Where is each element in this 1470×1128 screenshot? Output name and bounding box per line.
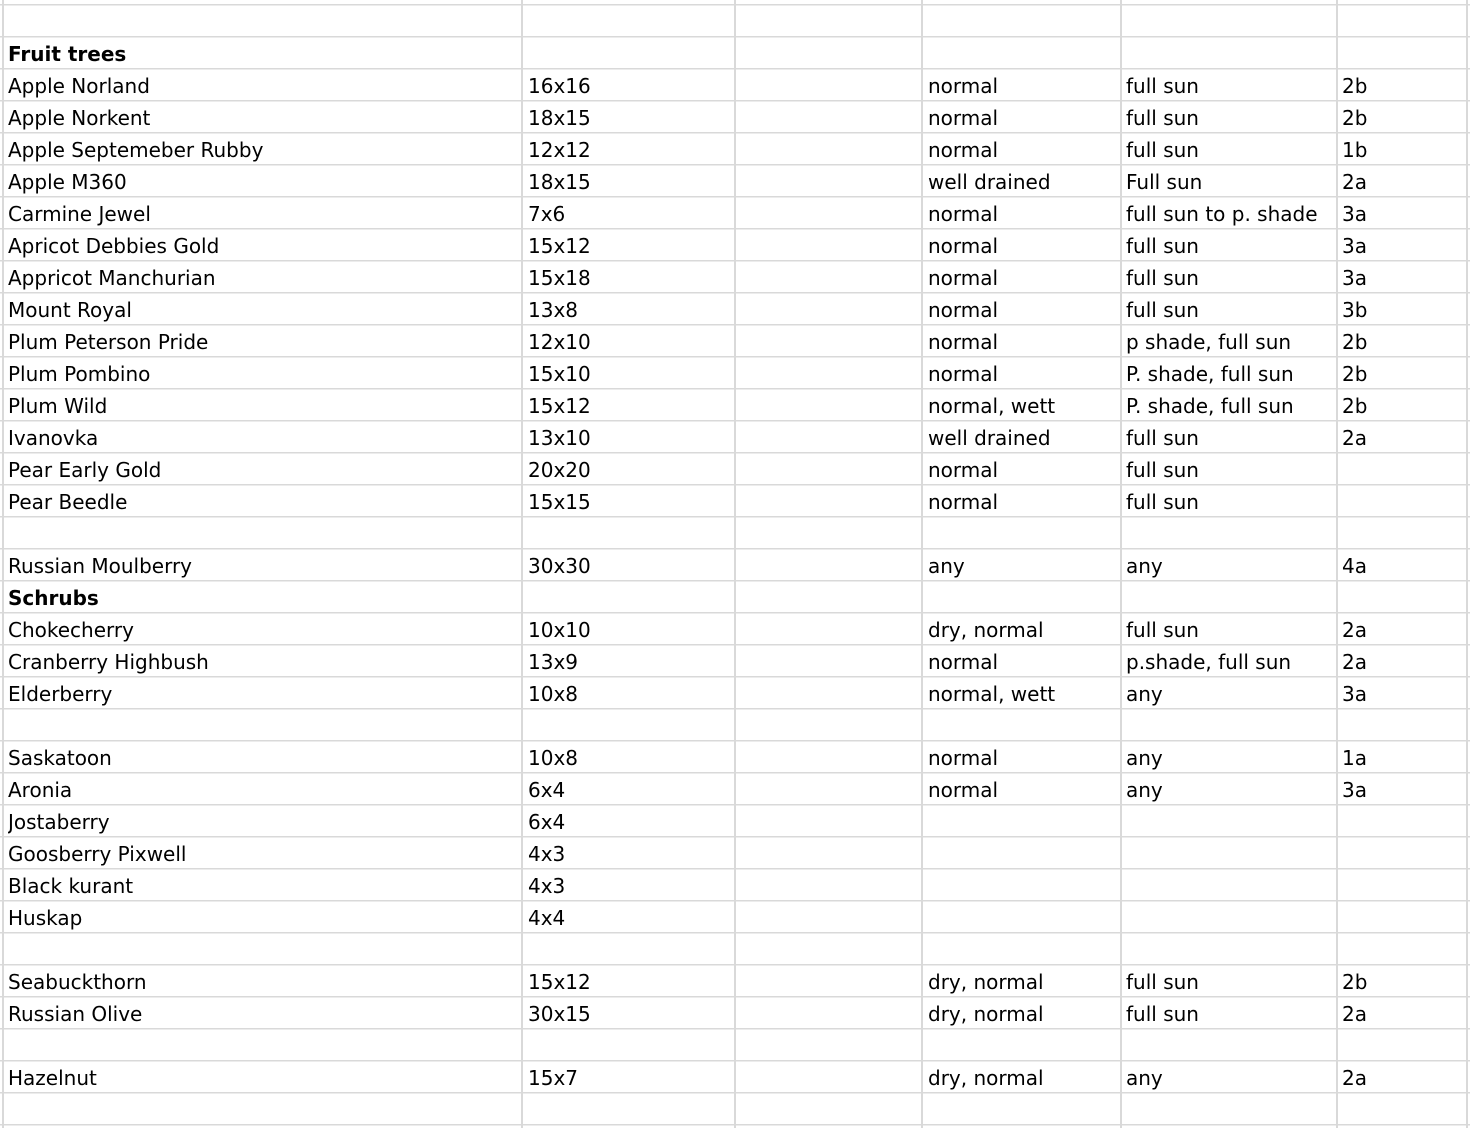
- cell-zone[interactable]: [1342, 1029, 1467, 1061]
- cell-light[interactable]: full sun to p. shade: [1126, 202, 1318, 226]
- cell-light[interactable]: [1126, 837, 1334, 869]
- cell-soil[interactable]: [928, 1029, 1118, 1061]
- cell-zone[interactable]: 2b: [1342, 362, 1368, 386]
- cell-spacing[interactable]: 6x4: [528, 778, 566, 802]
- cell-zone[interactable]: 3a: [1342, 682, 1367, 706]
- table-row: [0, 933, 1470, 965]
- table-row: [0, 901, 1470, 933]
- cell-spacing[interactable]: 30x15: [528, 1002, 591, 1026]
- cell-zone[interactable]: [1342, 933, 1467, 965]
- cell-blank[interactable]: [740, 677, 920, 709]
- table-row: [0, 997, 1470, 1029]
- cell-spacing[interactable]: 10x8: [528, 746, 579, 770]
- cell-light[interactable]: [1126, 5, 1334, 37]
- cell-soil[interactable]: [928, 837, 1118, 869]
- table-row: [0, 517, 1470, 549]
- cell-spacing[interactable]: 4x3: [528, 874, 566, 898]
- cell-zone[interactable]: [1342, 901, 1467, 933]
- cell-plant-name[interactable]: Chokecherry: [8, 618, 134, 642]
- table-row: [0, 453, 1470, 485]
- cell-blank[interactable]: [740, 997, 920, 1029]
- cell-light[interactable]: [1126, 517, 1334, 549]
- cell-spacing[interactable]: 15x7: [528, 1066, 579, 1090]
- cell-zone[interactable]: 2b: [1342, 106, 1368, 130]
- cell-light[interactable]: [1126, 581, 1334, 613]
- cell-blank[interactable]: [740, 453, 920, 485]
- table-row: [0, 165, 1470, 197]
- cell-spacing[interactable]: 10x10: [528, 618, 591, 642]
- cell-blank[interactable]: [740, 837, 920, 869]
- cell-soil[interactable]: [928, 517, 1118, 549]
- cell-plant-name[interactable]: Huskap: [8, 906, 83, 930]
- cell-light[interactable]: full sun: [1126, 298, 1199, 322]
- cell-blank[interactable]: [740, 293, 920, 325]
- cell-zone[interactable]: [1342, 837, 1467, 869]
- cell-blank[interactable]: [740, 645, 920, 677]
- cell-soil[interactable]: dry, normal: [928, 1002, 1044, 1026]
- table-row: [0, 325, 1470, 357]
- cell-zone[interactable]: [1342, 485, 1467, 517]
- cell-spacing[interactable]: 12x10: [528, 330, 591, 354]
- cell-light[interactable]: full sun: [1126, 266, 1199, 290]
- table-row: [0, 389, 1470, 421]
- cell-soil[interactable]: normal: [928, 778, 999, 802]
- cell-blank[interactable]: [740, 901, 920, 933]
- cell-plant-name[interactable]: Apple Norland: [8, 74, 150, 98]
- cell-blank[interactable]: [740, 549, 920, 581]
- table-row: [0, 69, 1470, 101]
- cell-light[interactable]: full sun: [1126, 234, 1199, 258]
- cell-zone[interactable]: 3a: [1342, 234, 1367, 258]
- cell-blank[interactable]: [740, 421, 920, 453]
- cell-spacing[interactable]: 4x3: [528, 842, 566, 866]
- table-row: [0, 709, 1470, 741]
- cell-soil[interactable]: [928, 869, 1118, 901]
- sheet-rows: [0, 5, 1470, 1125]
- cell-light[interactable]: any: [1126, 554, 1163, 578]
- cell-light[interactable]: any: [1126, 1066, 1163, 1090]
- table-row: [0, 293, 1470, 325]
- cell-zone[interactable]: [1342, 37, 1467, 69]
- cell-zone[interactable]: [1342, 453, 1467, 485]
- table-row: [0, 1093, 1470, 1125]
- cell-zone[interactable]: 2a: [1342, 618, 1367, 642]
- cell-spacing[interactable]: 12x12: [528, 138, 591, 162]
- cell-soil[interactable]: normal: [928, 362, 999, 386]
- cell-light[interactable]: [1126, 869, 1334, 901]
- cell-plant-name[interactable]: Saskatoon: [8, 746, 112, 770]
- cell-blank[interactable]: [740, 773, 920, 805]
- cell-plant-name[interactable]: Apple Norkent: [8, 106, 151, 130]
- cell-soil[interactable]: normal: [928, 490, 999, 514]
- table-row: [0, 37, 1470, 69]
- cell-zone[interactable]: [1342, 1093, 1467, 1125]
- cell-blank[interactable]: [740, 389, 920, 421]
- cell-blank[interactable]: [740, 869, 920, 901]
- cell-plant-name[interactable]: Plum Peterson Pride: [8, 330, 209, 354]
- cell-light[interactable]: full sun: [1126, 970, 1199, 994]
- cell-light[interactable]: full sun: [1126, 138, 1199, 162]
- table-row: [0, 1061, 1470, 1093]
- cell-blank[interactable]: [740, 101, 920, 133]
- cell-plant-name[interactable]: Mount Royal: [8, 298, 132, 322]
- cell-spacing[interactable]: [528, 933, 733, 965]
- table-row: [0, 549, 1470, 581]
- cell-spacing[interactable]: 30x30: [528, 554, 591, 578]
- cell-spacing[interactable]: 18x15: [528, 170, 591, 194]
- cell-zone[interactable]: 2a: [1342, 426, 1367, 450]
- cell-zone[interactable]: 2b: [1342, 394, 1368, 418]
- cell-soil[interactable]: any: [928, 554, 965, 578]
- cell-zone[interactable]: 3a: [1342, 778, 1367, 802]
- cell-light[interactable]: [1126, 37, 1334, 69]
- table-row: [0, 133, 1470, 165]
- cell-plant-name[interactable]: Fruit trees: [8, 42, 127, 66]
- cell-plant-name[interactable]: [8, 517, 520, 549]
- cell-spacing[interactable]: [528, 1029, 733, 1061]
- cell-light[interactable]: full sun: [1126, 74, 1199, 98]
- cell-plant-name[interactable]: Apricot Debbies Gold: [8, 234, 220, 258]
- cell-light[interactable]: full sun: [1126, 458, 1199, 482]
- cell-light[interactable]: p.shade, full sun: [1126, 650, 1292, 674]
- cell-soil[interactable]: normal: [928, 458, 999, 482]
- cell-light[interactable]: any: [1126, 746, 1163, 770]
- cell-soil[interactable]: well drained: [928, 170, 1051, 194]
- cell-soil[interactable]: normal: [928, 746, 999, 770]
- cell-soil[interactable]: normal, wett: [928, 394, 1056, 418]
- cell-plant-name[interactable]: Jostaberry: [8, 810, 110, 834]
- cell-light[interactable]: [1126, 709, 1334, 741]
- cell-blank[interactable]: [740, 1061, 920, 1093]
- table-row: [0, 485, 1470, 517]
- cell-plant-name[interactable]: [8, 709, 520, 741]
- cell-spacing[interactable]: 6x4: [528, 810, 566, 834]
- table-row: [0, 805, 1470, 837]
- cell-soil[interactable]: dry, normal: [928, 618, 1044, 642]
- cell-light[interactable]: P. shade, full sun: [1126, 394, 1294, 418]
- cell-soil[interactable]: [928, 901, 1118, 933]
- cell-blank[interactable]: [740, 325, 920, 357]
- table-row: [0, 261, 1470, 293]
- table-row: [0, 741, 1470, 773]
- cell-zone[interactable]: 2b: [1342, 970, 1368, 994]
- cell-plant-name[interactable]: Cranberry Highbush: [8, 650, 209, 674]
- cell-zone[interactable]: 1a: [1342, 746, 1367, 770]
- cell-blank[interactable]: [740, 197, 920, 229]
- cell-spacing[interactable]: [528, 1093, 733, 1125]
- cell-spacing[interactable]: 7x6: [528, 202, 566, 226]
- cell-soil[interactable]: [928, 5, 1118, 37]
- cell-blank[interactable]: [740, 1029, 920, 1061]
- cell-light[interactable]: full sun: [1126, 426, 1199, 450]
- cell-plant-name[interactable]: Hazelnut: [8, 1066, 97, 1090]
- cell-soil[interactable]: [928, 37, 1118, 69]
- cell-plant-name[interactable]: Seabuckthorn: [8, 970, 147, 994]
- cell-spacing[interactable]: [528, 517, 733, 549]
- cell-spacing[interactable]: 10x8: [528, 682, 579, 706]
- cell-blank[interactable]: [740, 165, 920, 197]
- cell-plant-name[interactable]: Russian Olive: [8, 1002, 143, 1026]
- cell-soil[interactable]: [928, 581, 1118, 613]
- cell-zone[interactable]: 2a: [1342, 650, 1367, 674]
- cell-blank[interactable]: [740, 741, 920, 773]
- cell-soil[interactable]: dry, normal: [928, 1066, 1044, 1090]
- cell-plant-name[interactable]: Black kurant: [8, 874, 134, 898]
- cell-zone[interactable]: 2a: [1342, 1002, 1367, 1026]
- cell-light[interactable]: any: [1126, 682, 1163, 706]
- cell-light[interactable]: full sun: [1126, 106, 1199, 130]
- cell-spacing[interactable]: 15x18: [528, 266, 591, 290]
- cell-spacing[interactable]: 18x15: [528, 106, 591, 130]
- cell-plant-name[interactable]: [8, 1093, 520, 1125]
- table-row: [0, 645, 1470, 677]
- cell-spacing[interactable]: 13x8: [528, 298, 579, 322]
- cell-soil[interactable]: normal: [928, 266, 999, 290]
- cell-plant-name[interactable]: Plum Wild: [8, 394, 108, 418]
- cell-light[interactable]: [1126, 805, 1334, 837]
- cell-plant-name[interactable]: [8, 933, 520, 965]
- cell-zone[interactable]: 2b: [1342, 74, 1368, 98]
- table-row: [0, 677, 1470, 709]
- cell-spacing[interactable]: 4x4: [528, 906, 566, 930]
- cell-spacing[interactable]: 15x12: [528, 394, 591, 418]
- cell-plant-name[interactable]: Apple M360: [8, 170, 127, 194]
- cell-zone[interactable]: 2b: [1342, 330, 1368, 354]
- cell-plant-name[interactable]: Appricot Manchurian: [8, 266, 216, 290]
- cell-plant-name[interactable]: Pear Beedle: [8, 490, 128, 514]
- cell-light[interactable]: P. shade, full sun: [1126, 362, 1294, 386]
- cell-soil[interactable]: [928, 709, 1118, 741]
- table-row: [0, 421, 1470, 453]
- cell-plant-name[interactable]: [8, 1029, 520, 1061]
- cell-plant-name[interactable]: [8, 5, 520, 37]
- table-row: [0, 773, 1470, 805]
- cell-blank[interactable]: [740, 229, 920, 261]
- cell-blank[interactable]: [740, 37, 920, 69]
- cell-plant-name[interactable]: Schrubs: [8, 586, 99, 610]
- cell-light[interactable]: [1126, 1093, 1334, 1125]
- cell-soil[interactable]: well drained: [928, 426, 1051, 450]
- cell-blank[interactable]: [740, 709, 920, 741]
- cell-soil[interactable]: dry, normal: [928, 970, 1044, 994]
- cell-zone[interactable]: [1342, 517, 1467, 549]
- cell-zone[interactable]: [1342, 581, 1467, 613]
- cell-blank[interactable]: [740, 5, 920, 37]
- table-row: [0, 837, 1470, 869]
- cell-blank[interactable]: [740, 805, 920, 837]
- cell-spacing[interactable]: [528, 709, 733, 741]
- cell-blank[interactable]: [740, 133, 920, 165]
- table-row: [0, 613, 1470, 645]
- cell-zone[interactable]: 4a: [1342, 554, 1367, 578]
- cell-zone[interactable]: 1b: [1342, 138, 1368, 162]
- cell-spacing[interactable]: [528, 581, 733, 613]
- cell-zone[interactable]: 3b: [1342, 298, 1368, 322]
- cell-light[interactable]: full sun: [1126, 490, 1199, 514]
- cell-zone[interactable]: 3a: [1342, 202, 1367, 226]
- cell-spacing[interactable]: 15x10: [528, 362, 591, 386]
- cell-zone[interactable]: 3a: [1342, 266, 1367, 290]
- cell-plant-name[interactable]: Pear Early Gold: [8, 458, 162, 482]
- cell-blank[interactable]: [740, 965, 920, 997]
- cell-zone[interactable]: [1342, 869, 1467, 901]
- cell-plant-name[interactable]: Ivanovka: [8, 426, 99, 450]
- cell-spacing[interactable]: [528, 5, 733, 37]
- cell-soil[interactable]: [928, 933, 1118, 965]
- cell-light[interactable]: any: [1126, 778, 1163, 802]
- cell-soil[interactable]: normal, wett: [928, 682, 1056, 706]
- table-row: [0, 1029, 1470, 1061]
- cell-light[interactable]: [1126, 1029, 1334, 1061]
- cell-soil[interactable]: normal: [928, 298, 999, 322]
- cell-spacing[interactable]: 15x12: [528, 234, 591, 258]
- cell-soil[interactable]: normal: [928, 650, 999, 674]
- cell-plant-name[interactable]: Goosberry Pixwell: [8, 842, 187, 866]
- cell-soil[interactable]: normal: [928, 106, 999, 130]
- cell-soil[interactable]: normal: [928, 138, 999, 162]
- cell-spacing[interactable]: 13x9: [528, 650, 579, 674]
- cell-plant-name[interactable]: Aronia: [8, 778, 73, 802]
- cell-zone[interactable]: [1342, 709, 1467, 741]
- cell-plant-name[interactable]: Elderberry: [8, 682, 113, 706]
- cell-zone[interactable]: 2a: [1342, 1066, 1367, 1090]
- table-row: [0, 197, 1470, 229]
- cell-blank[interactable]: [740, 517, 920, 549]
- cell-plant-name[interactable]: Carmine Jewel: [8, 202, 151, 226]
- cell-spacing[interactable]: 16x16: [528, 74, 591, 98]
- cell-plant-name[interactable]: Plum Pombino: [8, 362, 151, 386]
- cell-spacing[interactable]: [528, 37, 733, 69]
- cell-blank[interactable]: [740, 581, 920, 613]
- cell-blank[interactable]: [740, 357, 920, 389]
- cell-plant-name[interactable]: Apple Septemeber Rubby: [8, 138, 264, 162]
- cell-light[interactable]: [1126, 933, 1334, 965]
- cell-zone[interactable]: 2a: [1342, 170, 1367, 194]
- cell-blank[interactable]: [740, 485, 920, 517]
- cell-soil[interactable]: normal: [928, 202, 999, 226]
- cell-blank[interactable]: [740, 69, 920, 101]
- cell-soil[interactable]: normal: [928, 330, 999, 354]
- cell-light[interactable]: full sun: [1126, 1002, 1199, 1026]
- cell-light[interactable]: Full sun: [1126, 170, 1203, 194]
- table-row: [0, 581, 1470, 613]
- cell-blank[interactable]: [740, 933, 920, 965]
- cell-zone[interactable]: [1342, 5, 1467, 37]
- table-row: [0, 229, 1470, 261]
- cell-soil[interactable]: [928, 1093, 1118, 1125]
- cell-soil[interactable]: normal: [928, 74, 999, 98]
- cell-zone[interactable]: [1342, 805, 1467, 837]
- table-row: [0, 5, 1470, 37]
- table-row: [0, 869, 1470, 901]
- cell-light[interactable]: full sun: [1126, 618, 1199, 642]
- table-row: [0, 101, 1470, 133]
- cell-plant-name[interactable]: Russian Moulberry: [8, 554, 193, 578]
- cell-blank[interactable]: [740, 1093, 920, 1125]
- cell-spacing[interactable]: 20x20: [528, 458, 591, 482]
- cell-blank[interactable]: [740, 261, 920, 293]
- cell-light[interactable]: [1126, 901, 1334, 933]
- cell-spacing[interactable]: 13x10: [528, 426, 591, 450]
- table-row: [0, 965, 1470, 997]
- cell-spacing[interactable]: 15x12: [528, 970, 591, 994]
- cell-spacing[interactable]: 15x15: [528, 490, 591, 514]
- cell-blank[interactable]: [740, 613, 920, 645]
- cell-soil[interactable]: [928, 805, 1118, 837]
- table-row: [0, 357, 1470, 389]
- cell-soil[interactable]: normal: [928, 234, 999, 258]
- cell-light[interactable]: p shade, full sun: [1126, 330, 1292, 354]
